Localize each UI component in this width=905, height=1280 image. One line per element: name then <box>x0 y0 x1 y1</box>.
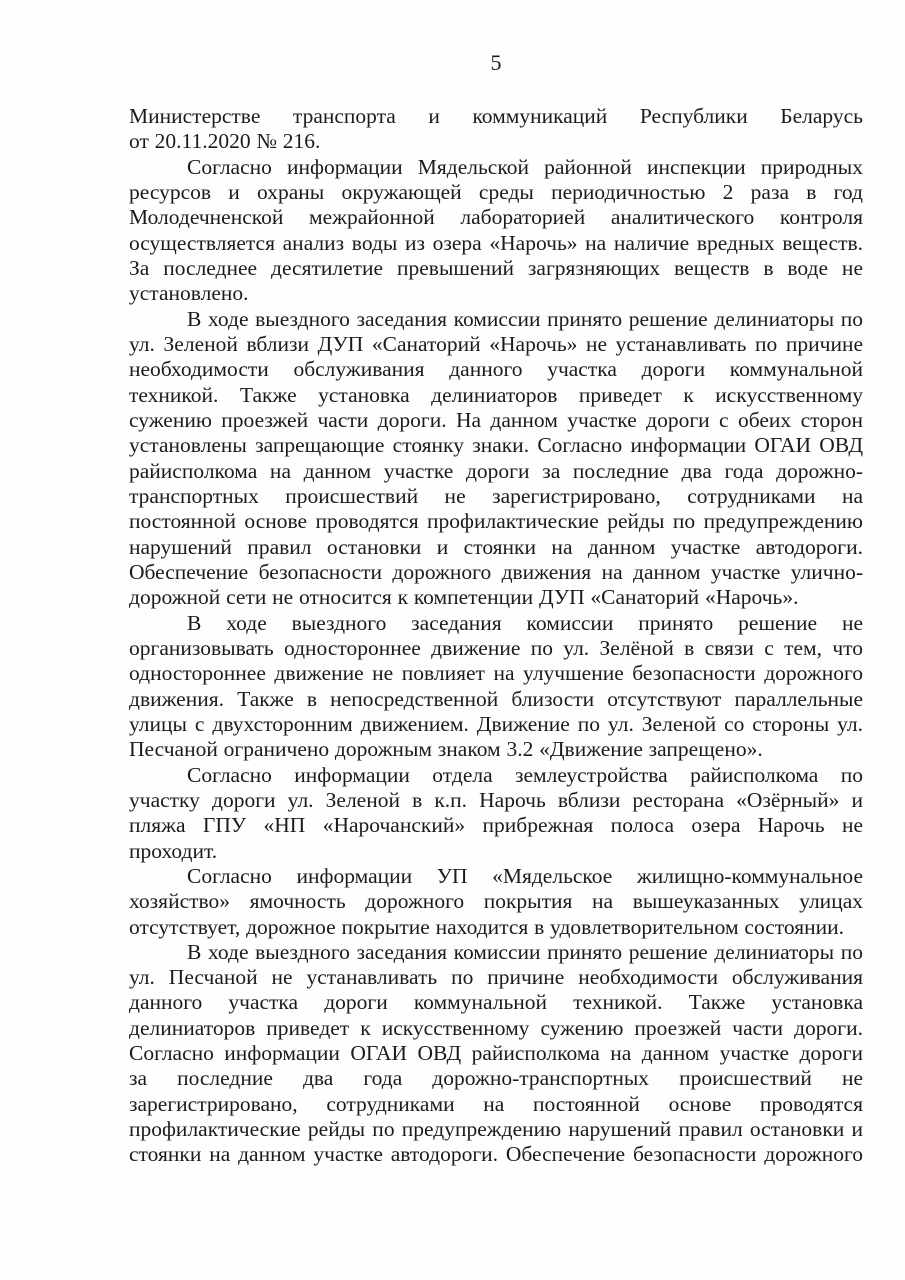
text-line: Согласно информации УП «Мядельское жилищно-коммунальное <box>187 863 863 888</box>
text-line: установлены запрещающие стоянку знаки. Согласно информации ОГАИ ОВД <box>129 433 863 458</box>
text-line: осуществляется анализ воды из озера «Нарочь» на наличие вредных веществ. <box>129 230 863 255</box>
text-line: улицы с двухсторонним движением. Движение по ул. Зеленой со стороны ул. <box>129 711 863 736</box>
text-line: за последние два года дорожно-транспортных происшествий не <box>129 1066 863 1091</box>
text-line: Согласно информации отдела землеустройства райисполкома по <box>187 762 863 787</box>
text-line: Министерстве транспорта и коммуникаций Республики Беларусь <box>129 104 863 128</box>
text-line: Обеспечение безопасности дорожного движения на данном участке улично- <box>129 559 863 584</box>
paragraph <box>129 307 863 611</box>
text-line: В ходе выездного заседания комиссии принято решение делиниаторы по <box>187 306 863 331</box>
paragraph <box>129 940 863 1168</box>
paragraph <box>129 611 863 763</box>
text-line: необходимости обслуживания данного участка дороги коммунальной <box>129 357 863 382</box>
text-line: от 20.11.2020 № 216. <box>129 129 321 154</box>
text-line: транспортных происшествий не зарегистрировано, сотрудниками на <box>129 483 863 508</box>
text-line: участку дороги ул. Зеленой в к.п. Нарочь вблизи ресторана «Озёрный» и <box>129 787 863 812</box>
text-line: Песчаной ограничено дорожным знаком 3.2 «Движение запрещено». <box>129 737 763 762</box>
text-line: делиниаторов приведет к искусственному сужению проезжей части дороги. <box>129 1015 863 1040</box>
text-line: дорожной сети не относится к компетенции ДУП «Санаторий «Нарочь». <box>129 585 799 610</box>
text-line: движения. Также в непосредственной близости отсутствуют параллельные <box>129 686 863 711</box>
text-line: постоянной основе проводятся профилактические рейды по предупреждению <box>129 509 863 534</box>
text-line: пляжа ГПУ «НП «Нарочанский» прибрежная полоса озера Нарочь не <box>129 813 863 838</box>
text-line: техникой. Также установка делиниаторов приведет к искусственному <box>129 382 863 407</box>
text-line: одностороннее движение не повлияет на улучшение безопасности дорожного <box>129 661 863 686</box>
text-line: данного участка дороги коммунальной техникой. Также установка <box>129 990 863 1015</box>
text-line: нарушений правил остановки и стоянки на данном участке автодороги. <box>129 534 863 559</box>
text-line: Согласно информации Мядельской районной инспекции природных <box>187 154 863 179</box>
text-line: ресурсов и охраны окружающей среды периодичностью 2 раза в год <box>129 179 863 204</box>
text-line: ул. Песчаной не устанавливать по причине необходимости обслуживания <box>129 965 863 990</box>
document-body <box>129 104 863 1168</box>
text-line: Молодечненской межрайонной лабораторией аналитического контроля <box>129 205 863 230</box>
paragraph <box>129 864 863 940</box>
text-line: организовывать одностороннее движение по ул. Зелёной в связи с тем, что <box>129 635 863 660</box>
text-line: ул. Зеленой вблизи ДУП «Санаторий «Нарочь» не устанавливать по причине <box>129 331 863 356</box>
text-line: хозяйство» ямочность дорожного покрытия на вышеуказанных улицах <box>129 889 863 914</box>
text-line: В ходе выездного заседания комиссии принято решение не <box>187 610 863 635</box>
text-line: За последнее десятилетие превышений загрязняющих веществ в воде не <box>129 255 863 280</box>
text-line: стоянки на данном участке автодороги. Обеспечение безопасности дорожного <box>129 1142 863 1167</box>
text-line: В ходе выездного заседания комиссии принято решение делиниаторы по <box>187 939 863 964</box>
page-number: 5 <box>490 50 502 75</box>
text-line: установлено. <box>129 281 249 306</box>
paragraph <box>129 155 863 307</box>
text-line: отсутствует, дорожное покрытие находится в удовлетворительном состоянии. <box>129 914 845 939</box>
text-line: проходит. <box>129 838 218 863</box>
text-line: Согласно информации ОГАИ ОВД райисполкома на данном участке дороги <box>129 1041 863 1066</box>
text-line: сужению проезжей части дороги. На данном участке дороги с обеих сторон <box>129 407 863 432</box>
text-line: зарегистрировано, сотрудниками на постоянной основе проводятся <box>129 1091 863 1116</box>
paragraph <box>129 763 863 864</box>
paragraph <box>129 104 863 155</box>
text-line: райисполкома на данном участке дороги за последние два года дорожно- <box>129 458 863 483</box>
text-line: профилактические рейды по предупреждению нарушений правил остановки и <box>129 1117 863 1142</box>
